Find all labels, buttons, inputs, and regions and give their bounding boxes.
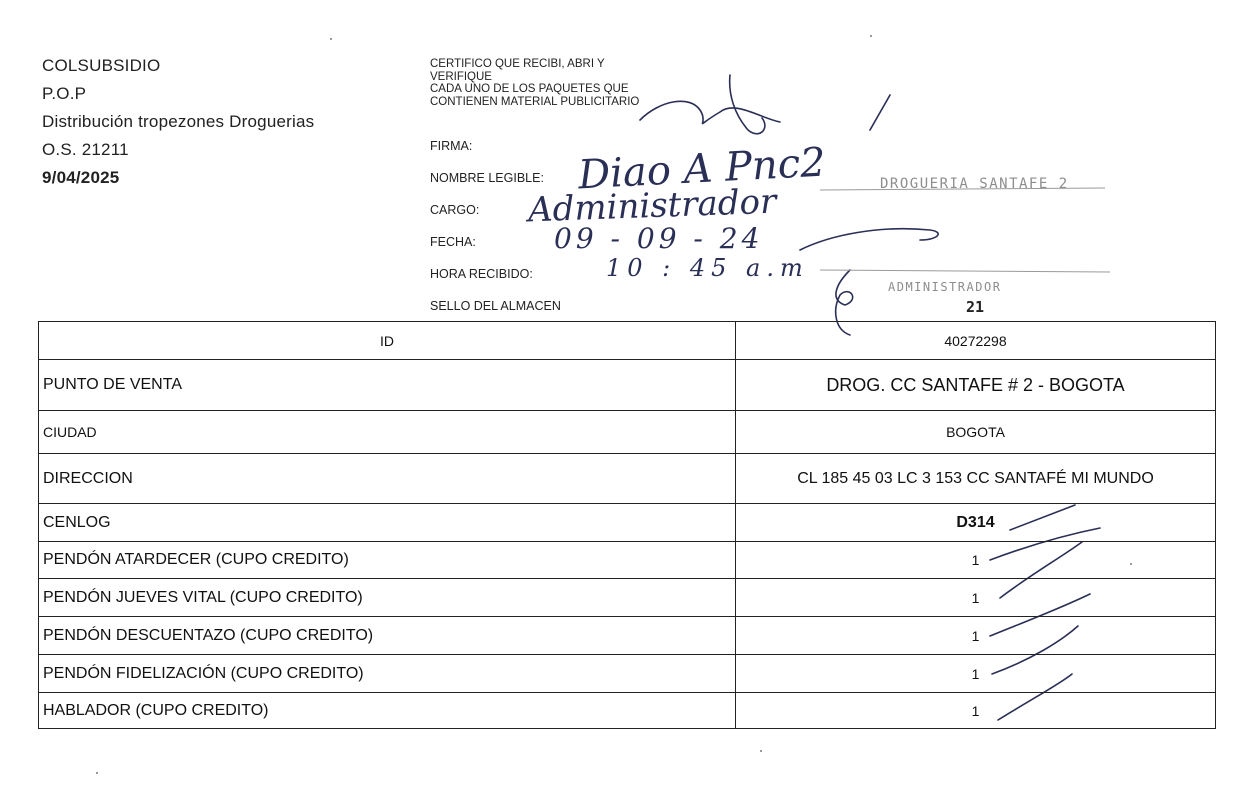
certification-text xyxy=(430,58,639,108)
table-row xyxy=(39,454,1216,504)
order-number: O.S. 21211 xyxy=(42,140,129,159)
fecha-label: FECHA: xyxy=(430,235,476,249)
document-date: 9/04/2025 xyxy=(42,168,120,187)
sello-label: SELLO DEL ALMACEN xyxy=(430,299,561,313)
stamp-role: ADMINISTRADOR xyxy=(888,280,1002,294)
row-label-cenlog: CENLOG xyxy=(39,504,736,542)
document-header xyxy=(42,52,314,192)
scan-speck xyxy=(330,38,332,40)
hora-label: HORA RECIBIDO: xyxy=(430,267,533,281)
row-value-pendon-fidelizacion: 1 xyxy=(736,655,1216,693)
distribution-table xyxy=(38,321,1216,729)
certification-line: VERIFIQUE xyxy=(430,70,492,83)
certification-line: CONTIENEN MATERIAL PUBLICITARIO xyxy=(430,95,640,108)
table-row xyxy=(39,655,1216,693)
department: P.O.P xyxy=(42,84,87,103)
row-value-direccion: CL 185 45 03 LC 3 153 CC SANTAFÉ MI MUNDO xyxy=(736,454,1216,504)
row-label-pendon-fidelizacion: PENDÓN FIDELIZACIÓN (CUPO CREDITO) xyxy=(39,655,736,693)
table-row xyxy=(39,579,1216,617)
cargo-label: CARGO: xyxy=(430,203,480,217)
row-value-pendon-jueves-vital: 1 xyxy=(736,579,1216,617)
row-value-cenlog: D314 xyxy=(736,504,1216,542)
scan-speck xyxy=(96,772,98,774)
row-label-pendon-atardecer: PENDÓN ATARDECER (CUPO CREDITO) xyxy=(39,542,736,579)
signature-mark xyxy=(870,95,890,130)
row-label-id: ID xyxy=(39,322,736,360)
row-value-pendon-descuentazo: 1 xyxy=(736,617,1216,655)
table-row xyxy=(39,322,1216,360)
scan-speck xyxy=(760,750,762,752)
handwritten-name: Diao A Pnc2 xyxy=(576,139,827,199)
row-label-pendon-jueves-vital: PENDÓN JUEVES VITAL (CUPO CREDITO) xyxy=(39,579,736,617)
firma-label: FIRMA: xyxy=(430,139,473,153)
table-row xyxy=(39,411,1216,454)
signature-mark xyxy=(640,75,780,134)
scan-speck xyxy=(870,35,872,37)
company-name: COLSUBSIDIO xyxy=(42,56,161,75)
nombre-label: NOMBRE LEGIBLE: xyxy=(430,171,544,185)
certification-line: CADA UNO DE LOS PAQUETES QUE xyxy=(430,83,629,95)
table-row xyxy=(39,542,1216,579)
stamp-line xyxy=(820,270,1110,272)
row-value-pendon-atardecer: 1 xyxy=(736,542,1216,579)
handwritten-date: 09 - 09 - 24 xyxy=(554,222,764,255)
document-subject: Distribución tropezones Droguerias xyxy=(42,112,315,131)
table-row xyxy=(39,360,1216,411)
row-value-hablador: 1 xyxy=(736,693,1216,729)
row-label-direccion: DIRECCION xyxy=(39,454,736,504)
certification-line: CERTIFICO QUE RECIBI, ABRI Y xyxy=(430,58,605,70)
stamp-store-number: 21 xyxy=(966,298,985,316)
row-label-pendon-descuentazo: PENDÓN DESCUENTAZO (CUPO CREDITO) xyxy=(39,617,736,655)
handwritten-time: 10 : 45 a.m xyxy=(606,254,809,282)
row-value-id: 40272298 xyxy=(736,322,1216,360)
row-label-hablador: HABLADOR (CUPO CREDITO) xyxy=(39,693,736,729)
row-label-punto-de-venta: PUNTO DE VENTA xyxy=(39,360,736,411)
row-value-punto-de-venta: DROG. CC SANTAFE # 2 - BOGOTA xyxy=(736,360,1216,411)
handwritten-cargo: Administrador xyxy=(527,181,777,231)
table-row xyxy=(39,504,1216,542)
row-label-ciudad: CIUDAD xyxy=(39,411,736,454)
stamp-store-name: DROGUERIA SANTAFE 2 xyxy=(880,176,1069,192)
row-value-ciudad: BOGOTA xyxy=(736,411,1216,454)
table-row xyxy=(39,617,1216,655)
table-row xyxy=(39,693,1216,729)
